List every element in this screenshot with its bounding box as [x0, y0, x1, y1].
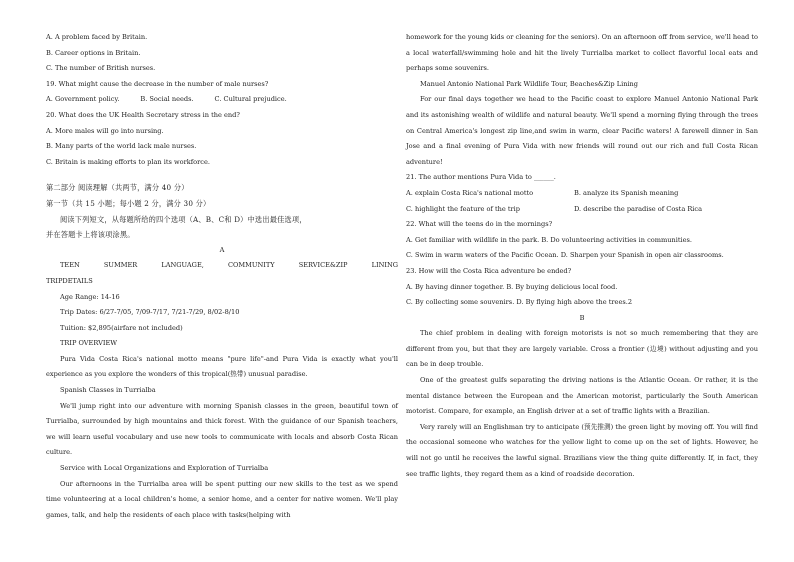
question-23-options-ab: A. By having dinner together. B. By buying delicious local food.	[406, 282, 618, 291]
section-title: 第二部分 阅读理解（共两节，满分 40 分）	[46, 183, 189, 193]
passage-b-paragraph-3: Very rarely will an Englishman try to anticipate (预先推测) the green light by moving off. You will find the occasional someone who watches for the yellow light to come up on the set of lights. However, he will not go until he receives the lawful signal. Brazilians view the thing quite differently. If, in fact, they see traffic lights, they regard them as a kind of roadside decoration.	[406, 422, 758, 478]
age-range: Age Range: 14-16	[60, 292, 120, 301]
option-b: B. Career options in Britain.	[46, 48, 141, 57]
trip-overview-text: Pura Vida Costa Rica's national motto means "pure life"-and Pura Vida is exactly what you'll experience as you explore the wonders of this tropical(热带) unusual paradise.	[46, 354, 398, 379]
question-21-option-d: D. describe the paradise of Costa Rica	[574, 204, 703, 213]
question-23: 23. How will the Costa Rica adventure be ended?	[406, 266, 572, 275]
right-column	[406, 30, 758, 482]
question-19-options: A. Government policy. B. Social needs. C. Cultural prejudice.	[46, 95, 287, 104]
option-c: C. The number of British nurses.	[46, 64, 156, 73]
question-21-options-cd	[406, 202, 758, 218]
service-text-continued: homework for the young kids or cleaning for the seniors). On an afternoon off from service, we'll head to a local waterfall/swimming hole and hit the lively Turrialba market to collect flavorful local eats and perhaps some souvenirs.	[406, 33, 758, 73]
service-text: Our afternoons in the Turrialba area will be spent putting our new skills to the test as we spend time volunteering at a local children's home, a senior home, and a center for native women. We'll play games, talk, and help the residents of each place with tasks(helping with	[46, 479, 398, 519]
passage-b-paragraph-2: One of the greatest gulfs separating the driving nations is the Atlantic Ocean. Or rather, it is the mental distance between the European and the American motorist, particularly the South American motorist. Compare, for example, an English driver at a set of traffic lights with a Brazilian.	[406, 376, 758, 416]
left-column	[46, 30, 398, 523]
question-20-option-c: C. Britain is making efforts to plan its workforce.	[46, 157, 210, 166]
passage-a-title-line-1: TEEN SUMMER LANGUAGE, COMMUNITY SERVICE&ZIP LINING	[60, 261, 398, 270]
question-20: 20. What does the UK Health Secretary stress in the end?	[46, 110, 240, 119]
question-21: 21. The author mentions Pura Vida to ______.	[406, 173, 556, 182]
trip-overview-heading: TRIP OVERVIEW	[60, 339, 118, 348]
question-22: 22. What will the teens do in the mornings?	[406, 220, 553, 229]
instruction-line-1: 阅读下列短文，从每题所给的四个选项（A、B、C和 D）中选出最佳选项，	[60, 214, 307, 224]
park-text: For our final days together we head to the Pacific coast to explore Manuel Antonio National Park and its astonishing wealth of wildlife and natural beauty. We'll spend a morning flying through the trees on Central America's longest zip line,and swim in warm, clear Pacific waters! A farewell dinner in San Jose and a final evening of Pura Vida with new friends will round out our rich and full Costa Rican adventure!	[406, 95, 758, 166]
question-20-option-b: B. Many parts of the world lack male nurses.	[46, 142, 197, 151]
trip-dates: Trip Dates: 6/27-7/05, 7/09-7/17, 7/21-7/29, 8/02-8/10	[60, 308, 240, 317]
passage-b-letter: B	[579, 313, 585, 322]
sub-section-title: 第一节（共 15 小题；每小题 2 分，满分 30 分）	[46, 198, 211, 208]
question-20-option-a: A. More males will go into nursing.	[46, 126, 164, 135]
question-21-option-b: B. analyze its Spanish meaning	[574, 188, 679, 197]
instruction-line-2: 并在答题卡上将该项涂黑。	[46, 230, 135, 240]
question-21-options-ab	[406, 186, 758, 202]
option-a: A. A problem faced by Britain.	[46, 33, 148, 41]
passage-a-title-line-2: TRIPDETAILS	[46, 276, 93, 285]
spanish-classes-heading: Spanish Classes in Turrialba	[60, 386, 156, 395]
park-heading: Manuel Antonio National Park Wildlife Tour, Beaches&Zip Lining	[420, 79, 639, 88]
service-heading: Service with Local Organizations and Exploration of Turrialba	[60, 464, 269, 473]
passage-a-letter: A	[219, 245, 225, 254]
question-22-options-cd: C. Swim in warm waters of the Pacific Ocean. D. Sharpen your Spanish in open air classrooms.	[406, 251, 724, 260]
question-19: 19. What might cause the decrease in the number of male nurses?	[46, 79, 269, 88]
question-22-options-ab: A. Get familiar with wildlife in the park. B. Do volunteering activities in communities.	[406, 235, 693, 244]
question-21-option-a: A. explain Costa Rica's national motto	[406, 188, 534, 197]
spanish-classes-text: We'll jump right into our adventure with morning Spanish classes in the green, beautiful town of Turrialba, surrounded by high mountains and thick forest. With the guidance of our Spanish teachers, we will learn useful vocabulary and use new tools to communicate with locals and absorb Costa Rican culture.	[46, 401, 398, 457]
tuition: Tuition: $2,895(airfare not included)	[60, 323, 183, 332]
passage-b-paragraph-1: The chief problem in dealing with foreign motorists is not so much remembering that they are different from you, but that they are largely variable. Cross a frontier (边境) without adjusting and you can be in deep trouble.	[406, 329, 758, 369]
question-21-option-c: C. highlight the feature of the trip	[406, 204, 521, 213]
question-23-options-cd: C. By collecting some souvenirs. D. By flying high above the trees.2	[406, 298, 633, 307]
